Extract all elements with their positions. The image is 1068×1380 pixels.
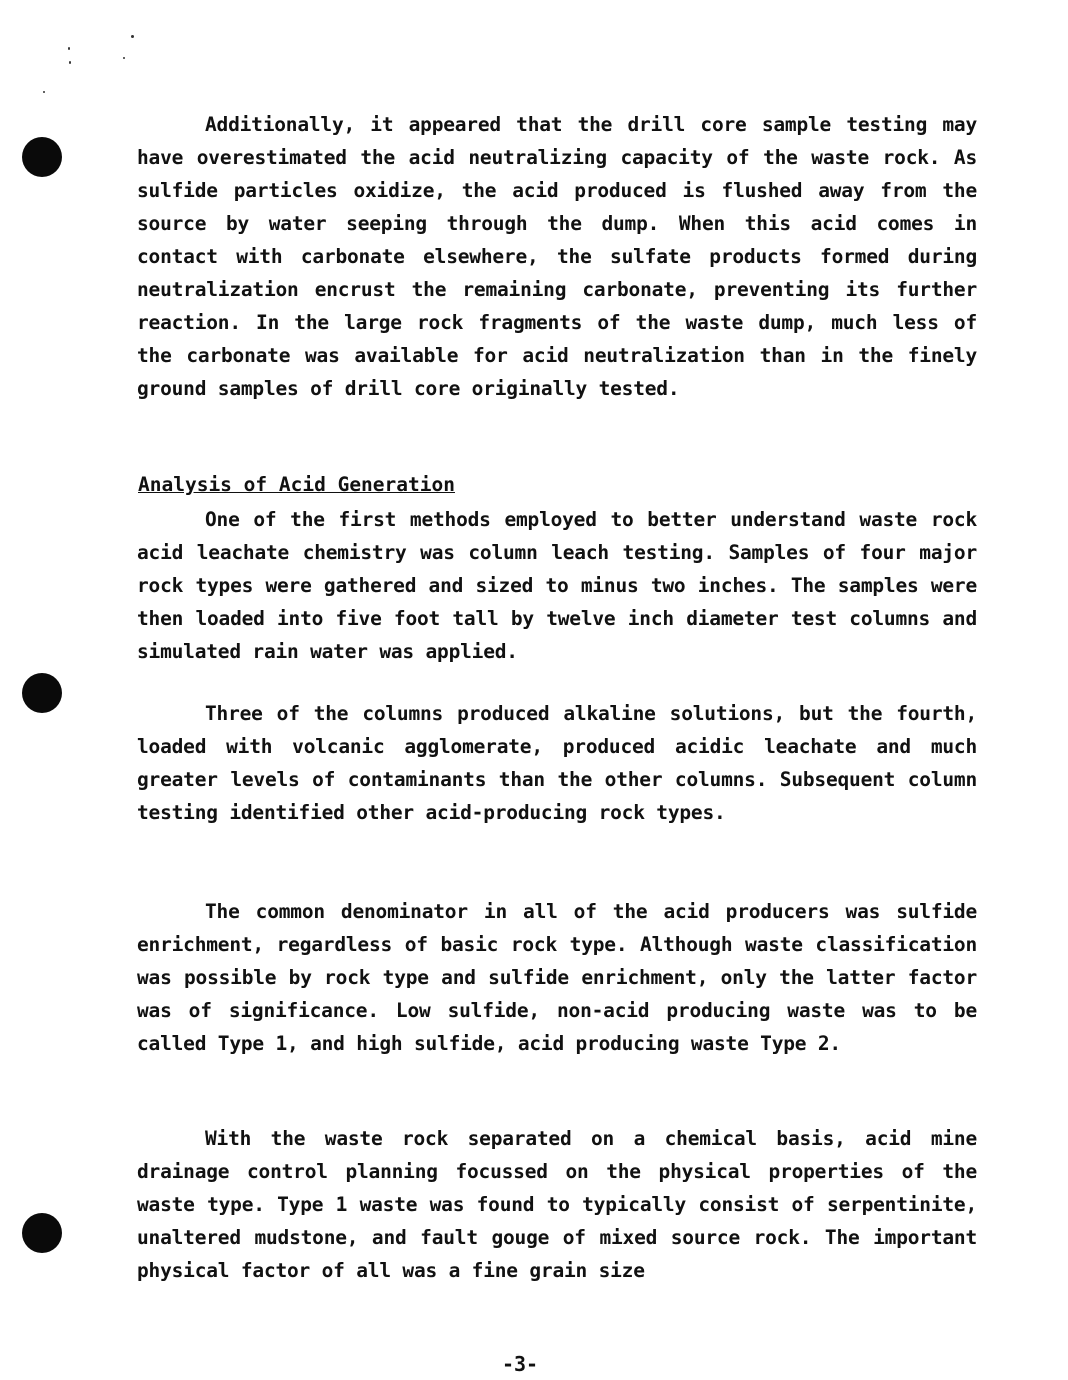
paragraph-5: With the waste rock separated on a chemical basis, acid mine drainage control planning focussed on the physical properties of the waste type. Type 1 waste was found to typically consist of serpentinite, unaltered mudstone, and fault gouge of mixed source rock. The important physical factor of all was a fine grain size	[137, 1127, 977, 1282]
scan-speck	[123, 57, 125, 59]
section-heading: Analysis of Acid Generation	[138, 473, 455, 496]
paragraph-1: Additionally, it appeared that the drill core sample testing may have overestimated the acid neutralizing capacity of the waste rock. As sulfide particles oxidize, the acid produced is flushed away from the source by water seeping through the dump. When this acid comes in contact with carbonate elsewhere, the sulfate products formed during neutralization encrust the remaining carbonate, preventing its further reaction. In the large rock fragments of the waste dump, much less of the carbonate was available for acid neutralization than in the finely ground samples of drill core originally tested.	[137, 113, 977, 400]
paragraph-2: One of the first methods employed to better understand waste rock acid leachate chemistry was column leach testing. Samples of four major rock types were gathered and sized to minus two inches. The samples were then loaded into five foot tall by twelve inch diameter test columns and simulated rain water was applied.	[137, 508, 977, 663]
paragraph-3: Three of the columns produced alkaline solutions, but the fourth, loaded with volcanic agglomerate, produced acidic leachate and much greater levels of contaminants than the other columns. Subsequent column testing identified other acid-producing rock types.	[137, 702, 977, 824]
punch-hole-top	[22, 137, 62, 177]
paragraph-4: The common denominator in all of the acid producers was sulfide enrichment, regardless of basic rock type. Although waste classification was possible by rock type and sulfide enrichment, only the latter factor was of significance. Low sulfide, non-acid producing waste was to be called Type 1, and high sulfide, acid producing waste Type 2.	[137, 900, 977, 1055]
punch-hole-bottom	[22, 1213, 62, 1253]
scan-speck	[68, 47, 70, 50]
scan-speck	[69, 61, 71, 64]
scan-speck	[131, 35, 134, 38]
punch-hole-middle	[22, 673, 62, 713]
scan-speck	[43, 91, 45, 93]
page-number: -3-	[501, 1352, 539, 1376]
